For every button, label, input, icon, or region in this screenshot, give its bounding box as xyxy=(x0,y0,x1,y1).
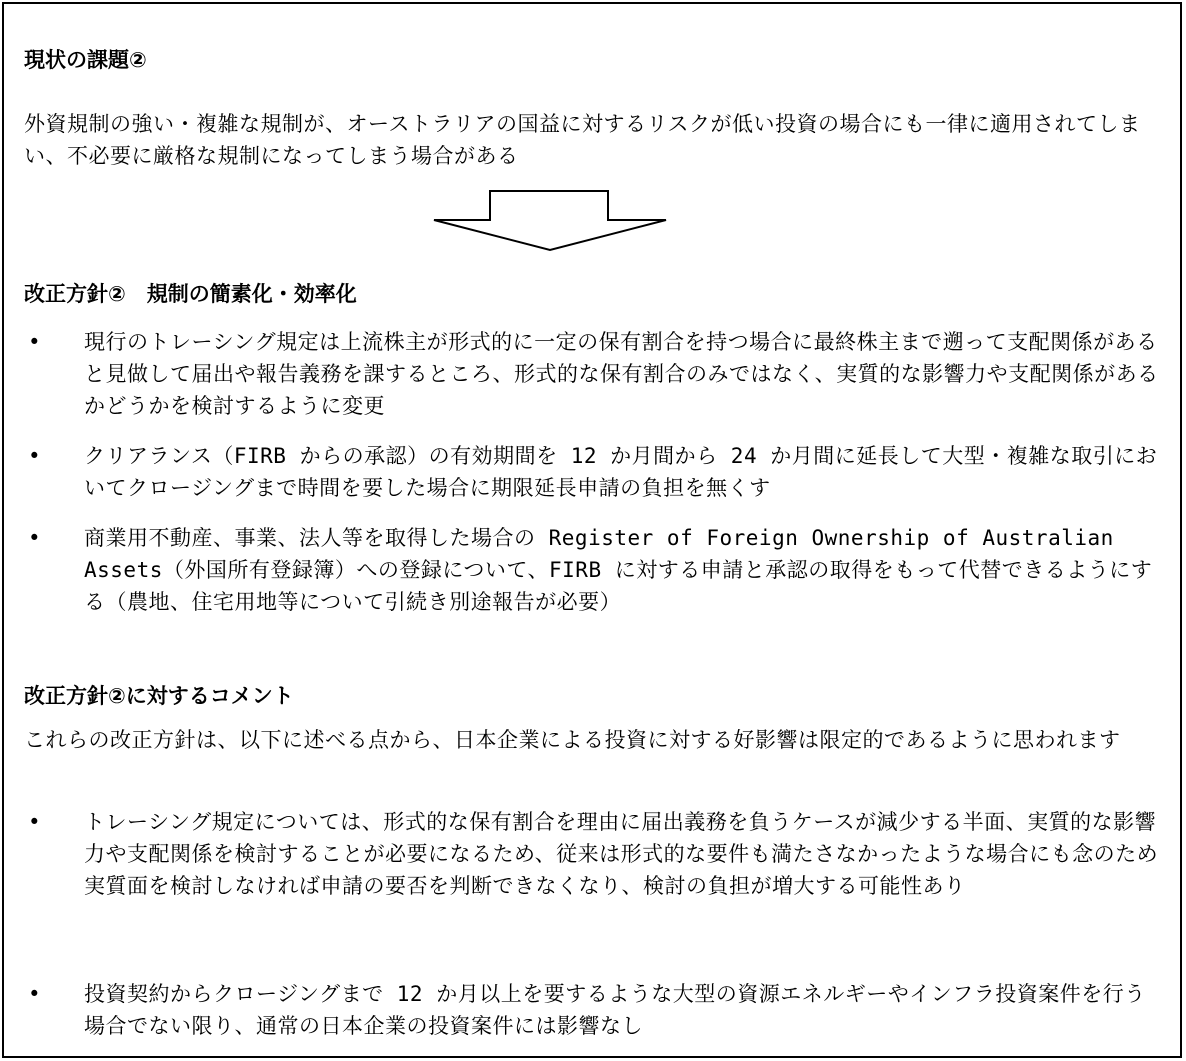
section3-heading: 改正方針②に対するコメント xyxy=(24,684,294,708)
list-item xyxy=(24,326,1164,422)
document-frame xyxy=(2,2,1182,1058)
bullet-icon: • xyxy=(28,526,42,550)
section2-heading: 改正方針② 規制の簡素化・効率化 xyxy=(24,282,357,306)
section1-heading: 現状の課題② xyxy=(24,48,147,72)
section3-body: これらの改正方針は、以下に述べる点から、日本企業による投資に対する好影響は限定的であるように思われます xyxy=(24,728,1121,752)
list-item-text: 投資契約からクロージングまで 12 か月以上を要するような大型の資源エネルギーやインフラ投資案件を行う場合でない限り、通常の日本企業の投資案件には影響なし xyxy=(84,982,1146,1038)
bullet-icon: • xyxy=(28,330,42,354)
list-item xyxy=(24,522,1164,618)
list-item xyxy=(24,978,1164,1042)
list-item xyxy=(24,440,1164,504)
section1-body: 外資規制の強い・複雑な規制が、オーストラリアの国益に対するリスクが低い投資の場合にも一律に適用されてしまい、不必要に厳格な規制になってしまう場合がある xyxy=(24,112,1141,168)
bullet-icon: • xyxy=(28,810,42,834)
bullet-icon: • xyxy=(28,444,42,468)
list-item-text: クリアランス（FIRB からの承認）の有効期間を 12 か月間から 24 か月間に延長して大型・複雑な取引においてクロージングまで時間を要した場合に期限延長申請の負担を無くす xyxy=(84,444,1158,500)
list-item-text: トレーシング規定については、形式的な保有割合を理由に届出義務を負うケースが減少する半面、実質的な影響力や支配関係を検討することが必要になるため、従来は形式的な要件も満たさなかったような場合にも念のため実質面を検討しなければ申請の要否を判断できなくなり、検討の負担が増大する可能性あり xyxy=(84,810,1159,898)
list-item-text: 現行のトレーシング規定は上流株主が形式的に一定の保有割合を持つ場合に最終株主まで遡って支配関係があると見做して届出や報告義務を課するところ、形式的な保有割合のみではなく、実質的な影響力や支配関係があるかどうかを検討するように変更 xyxy=(84,330,1159,418)
list-item-text: 商業用不動産、事業、法人等を取得した場合の Register of Foreign Ownership of Australian Assets（外国所有登録簿）への登録について、FIRB に対する申請と承認の取得をもって代替できるようにする（農地、住宅用地等について引続き別途報告が必要） xyxy=(84,526,1153,614)
list-item xyxy=(24,806,1164,902)
down-arrow-icon xyxy=(432,190,668,252)
bullet-icon: • xyxy=(28,982,42,1006)
